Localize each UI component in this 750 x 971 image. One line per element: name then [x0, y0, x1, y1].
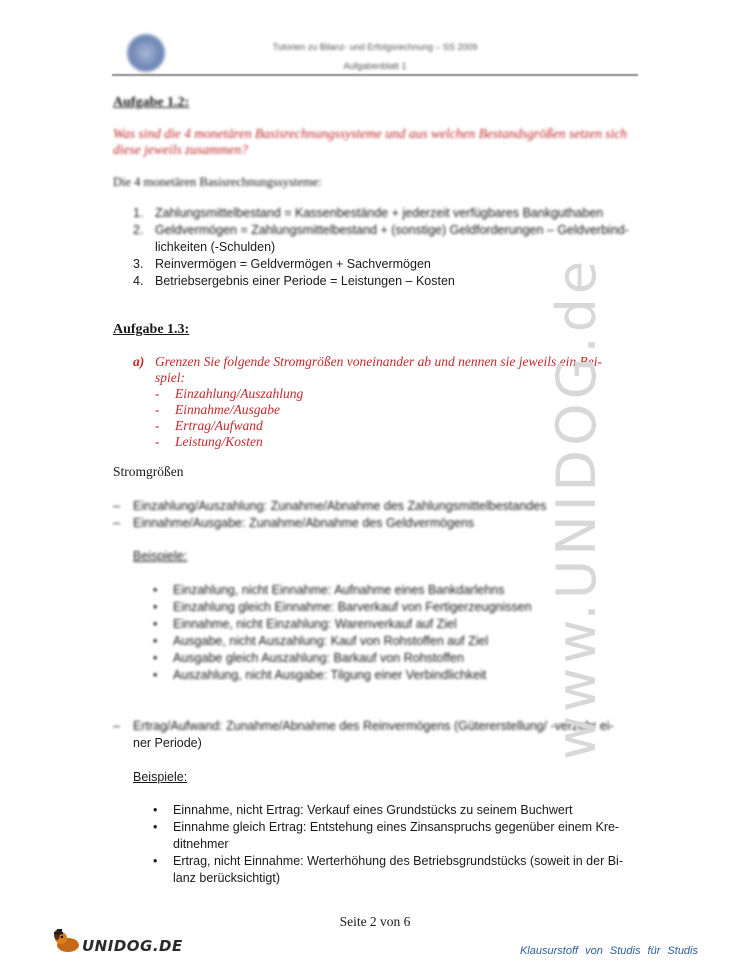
list-item: • Einnahme, nicht Einzahlung: Warenverkauf auf Ziel: [153, 616, 633, 633]
list-item-continuation: lichkeiten (-Schulden): [155, 240, 276, 254]
footer-slogan: Klausurstoff von Studis für Studis: [519, 945, 698, 957]
university-seal-logo: [127, 34, 165, 72]
list-item: • Einnahme, nicht Ertrag: Verkauf eines Grundstücks zu seinem Buchwert: [153, 802, 635, 819]
list-item: – Einzahlung/Auszahlung: Zunahme/Abnahme des Zahlungsmittelbestandes: [113, 499, 547, 513]
header-title: Tutorien zu Bilanz- und Erfolgsrechnung – SS 2009: [272, 42, 478, 52]
list-item: 1. Zahlungsmittelbestand = Kassenbestände + jederzeit verfügbares Bankguthaben: [133, 206, 604, 220]
list-item: - Leistung/Kosten: [155, 434, 263, 449]
header-rule: [112, 74, 638, 76]
list-item: • Ausgabe, nicht Auszahlung: Kauf von Rohstoffen auf Ziel: [153, 633, 633, 650]
part-a-marker: a): [133, 354, 145, 369]
task-1-2-heading: Aufgabe 1.2:: [113, 95, 190, 110]
list-item: • Einzahlung gleich Einnahme: Barverkauf von Fertigerzeugnissen: [153, 599, 633, 616]
watermark: www.UNIDOG.de: [545, 256, 608, 760]
list-item: • Einzahlung, nicht Einnahme: Aufnahme eines Bankdarlehns: [153, 582, 633, 599]
flow-definition-3: – Ertrag/Aufwand: Zunahme/Abnahme des Reinvermögens (Gütererstellung/ -verzehr ei- ner Periode): [113, 719, 614, 750]
dog-mascot-icon: [52, 928, 82, 954]
list-item: 4. Betriebsergebnis einer Periode = Leistungen – Kosten: [133, 274, 455, 288]
page-number: Seite 2 von 6: [339, 914, 411, 929]
examples-list-2: [153, 802, 635, 887]
list-item: • Ausgabe gleich Auszahlung: Barkauf von Rohstoffen: [153, 650, 633, 667]
brand-logo-text[interactable]: UNIDOG.DE: [82, 937, 183, 955]
list-item: – Einnahme/Ausgabe: Zunahme/Abnahme des Geldvermögens: [113, 516, 475, 530]
examples-label-2: Beispiele:: [133, 770, 188, 784]
list-item: • Einnahme gleich Ertrag: Entstehung eines Zinsanspruchs gegenüber einem Kre- ditnehmer: [153, 819, 635, 853]
task-1-2-question: Was sind die 4 monetären Basisrechnungssysteme und aus welchen Bestandsgrößen setzen sich diese jeweils zusammen?: [113, 126, 628, 157]
task-1-3-heading: Aufgabe 1.3:: [113, 322, 190, 337]
flows-label: Stromgrößen: [113, 464, 184, 479]
list-item: - Einnahme/Ausgabe: [155, 402, 280, 417]
task-1-3-part-a: a) Grenzen Sie folgende Stromgrößen voneinander ab und nennen sie jeweils ein Bei- spiel: - Einzahlung/Auszahlung - Einnahme/Ausgabe - Ertrag/Aufwand - Leistung/Kosten: [133, 354, 623, 450]
examples-label-1: Beispiele:: [133, 549, 188, 563]
task-1-2-intro: Die 4 monetären Basisrechnungssysteme:: [113, 175, 322, 189]
list-item: 3. Reinvermögen = Geldvermögen + Sachvermögen: [133, 257, 431, 271]
list-item: • Ertrag, nicht Einnahme: Werterhöhung des Betriebsgrundstücks (soweit in der Bi- lanz berücksichtigt): [153, 853, 635, 887]
list-item: • Auszahlung, nicht Ausgabe: Tilgung einer Verbindlichkeit: [153, 667, 633, 684]
header-subtitle: Aufgabenblatt 1: [343, 61, 407, 71]
list-item: - Ertrag/Aufwand: [155, 418, 263, 433]
list-item: - Einzahlung/Auszahlung: [155, 386, 304, 401]
list-item: 2. Geldvermögen = Zahlungsmittelbestand + (sonstige) Geldforderungen – Geldverbind-: [133, 223, 629, 237]
